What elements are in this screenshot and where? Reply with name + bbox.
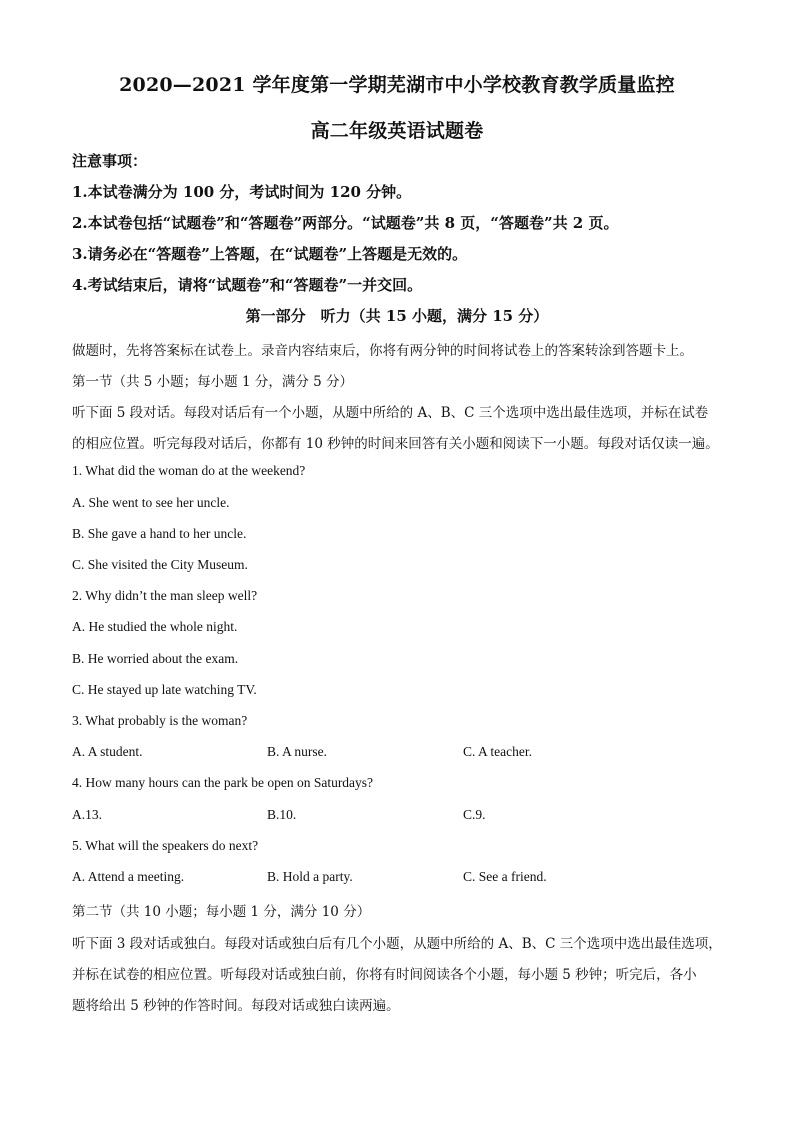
question-5-option-b: B. Hold a party. [267,869,353,884]
question-2-option-b: B. He worried about the exam. [72,651,239,666]
note-item-2: 2.本试卷包括“试题卷”和“答题卷”两部分。“试题卷”共 8 页，“答题卷”共 2 页。 [72,214,619,232]
question-2-option-a: A. He studied the whole night. [72,619,238,634]
section1-instructions-line2: 的相应位置。听完每段对话后，你都有 10 秒钟的时间来回答有关小题和阅读下一小题。每段对话仅读一遍。 [72,436,719,452]
question-1-option-c: C. She visited the City Museum. [72,557,248,572]
question-4: 4. How many hours can the park be open on Saturdays? [72,775,374,790]
question-2: 2. Why didn’t the man sleep well? [72,588,258,603]
exam-title: 2020—2021 学年度第一学期芜湖市中小学校教育教学质量监控 [119,74,675,96]
question-2-option-c: C. He stayed up late watching TV. [72,682,257,697]
section2-instructions-line3: 题将给出 5 秒钟的作答时间。每段对话或独白读两遍。 [72,998,400,1014]
question-5-option-c: C. See a friend. [463,869,547,884]
section1-instructions-line1: 听下面 5 段对话。每段对话后有一个小题，从题中所给的 A、B、C 三个选项中选出最佳选项，并标在试卷 [72,405,709,421]
question-5: 5. What will the speakers do next? [72,838,259,853]
question-4-option-c: C.9. [463,807,486,822]
section2-instructions-line2: 并标在试卷的相应位置。听每段对话或独白前，你将有时间阅读各个小题，每小题 5 秒钟；听完后，各小 [72,967,697,983]
note-item-4: 4.考试结束后，请将“试题卷”和“答题卷”一并交回。 [72,276,423,294]
part1-intro: 做题时，先将答案标在试卷上。录音内容结束后，你将有两分钟的时间将试卷上的答案转涂到答题卡上。 [72,343,693,359]
question-4-option-b: B.10. [267,807,297,822]
exam-subtitle: 高二年级英语试题卷 [310,120,484,142]
note-item-1: 1.本试卷满分为 100 分，考试时间为 120 分钟。 [72,183,412,201]
question-3-option-a: A. A student. [72,744,143,759]
note-item-3: 3.请务必在“答题卷”上答题，在“试题卷”上答题是无效的。 [72,245,468,263]
part1-heading: 第一部分 听力（共 15 小题，满分 15 分） [245,307,549,325]
question-3: 3. What probably is the woman? [72,713,248,728]
question-3-option-b: B. A nurse. [267,744,328,759]
question-3-option-c: C. A teacher. [463,744,532,759]
question-1-option-b: B. She gave a hand to her uncle. [72,526,247,541]
question-1: 1. What did the woman do at the weekend? [72,463,306,478]
section2-instructions-line1: 听下面 3 段对话或独白。每段对话或独白后有几个小题，从题中所给的 A、B、C 三个选项中选出最佳选项， [72,936,722,952]
question-1-option-a: A. She went to see her uncle. [72,495,230,510]
notes-heading: 注意事项： [72,152,148,170]
question-4-option-a: A.13. [72,807,102,822]
question-5-option-a: A. Attend a meeting. [72,869,185,884]
section1-heading: 第一节（共 5 小题；每小题 1 分，满分 5 分） [72,374,354,390]
section2-heading: 第二节（共 10 小题；每小题 1 分，满分 10 分） [72,904,371,920]
